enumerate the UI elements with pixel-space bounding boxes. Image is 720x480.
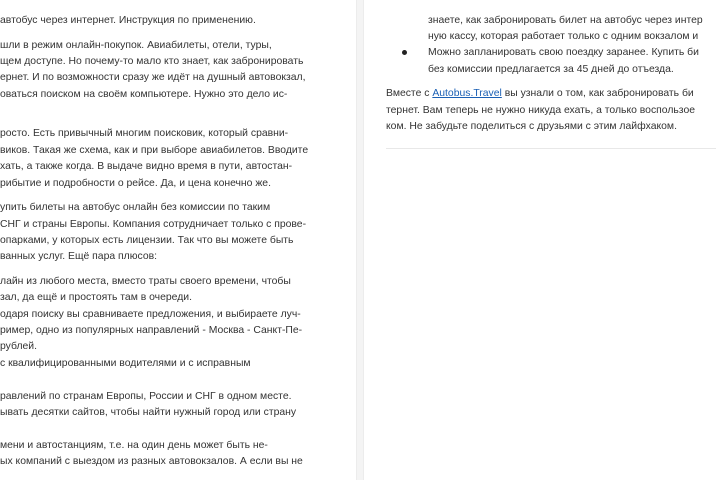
- bullet-continuation-line: знаете, как забронировать билет на автобус через интер: [428, 15, 703, 26]
- text-line: ых компаний с выездом из разных автовокзалов. А если вы не: [0, 456, 303, 467]
- text-line: мени и автостанциям, т.е. на один день может быть не-: [0, 440, 268, 451]
- autobus-travel-link[interactable]: Autobus.Travel: [432, 88, 502, 99]
- page-gutter: [356, 0, 364, 480]
- text-line: лайн из любого места, вместо траты своего времени, чтобы: [0, 276, 291, 287]
- text-line: ывать десятки сайтов, чтобы найти нужный город или страну: [0, 407, 297, 418]
- right-page: [364, 0, 720, 480]
- bullet-icon: [402, 50, 407, 55]
- text-line: упить билеты на автобус онлайн без комиссии по таким: [0, 202, 271, 213]
- text-line: зал, да ещё и простоять там в очереди.: [0, 292, 192, 303]
- closing-paragraph-line: [386, 87, 694, 100]
- text-line: ример, одно из популярных направлений - Москва - Санкт-Пе-: [0, 325, 303, 336]
- bullet-item-line: Можно запланировать свою поездку заранее. Купить би: [428, 47, 699, 58]
- text-line: одаря поиску вы сравниваете предложения, и выбираете луч-: [0, 309, 301, 320]
- text-line: хать, а также когда. В выдаче видно время в пути, автостан-: [0, 161, 293, 172]
- text-line: оваться поиском на своём компьютере. Нужно это дело ис-: [0, 89, 288, 100]
- text-line: ванных услуг. Ещё пара плюсов:: [0, 251, 158, 262]
- closing-paragraph-line: тернет. Вам теперь не нужно никуда ехать, а только воспользое: [386, 105, 696, 116]
- text-line: рублей.: [0, 341, 37, 352]
- text-line: равлений по странам Европы, России и СНГ в одном месте.: [0, 391, 292, 402]
- text-line: ернет. И по возможности сразу же идёт на душный автовокзал,: [0, 72, 306, 83]
- text-line: СНГ и страны Европы. Компания сотрудничает только с прове-: [0, 219, 307, 230]
- text-line: опарками, у которых есть лицензии. Так что вы можете быть: [0, 235, 294, 246]
- text-line: рибытие и подробности о рейсе. Да, и цена конечно же.: [0, 178, 271, 189]
- text-line: виков. Такая же схема, как и при выборе авиабилетов. Вводите: [0, 145, 309, 156]
- divider: [386, 148, 716, 149]
- text-line: щем доступе. Но почему-то мало кто знает, как забронировать: [0, 56, 304, 67]
- closing-paragraph-line: ком. Не забудьте поделиться с друзьями с этим лайфхаком.: [386, 121, 677, 132]
- left-page: [0, 0, 356, 480]
- closing-text: вы узнали о том, как забронировать би: [501, 88, 694, 99]
- text-line: шли в режим онлайн-покупок. Авиабилеты, отели, туры,: [0, 40, 272, 51]
- closing-text: Вместе с: [386, 88, 433, 99]
- text-line: автобус через интернет. Инструкция по применению.: [0, 15, 256, 26]
- bullet-item-line: без комиссии предлагается за 45 дней до отъезда.: [428, 64, 674, 75]
- text-line: росто. Есть привычный многим поисковик, который сравни-: [0, 128, 289, 139]
- text-line: с квалифицированными водителями и с исправным: [0, 358, 251, 369]
- bullet-continuation-line: ную кассу, которая работает только с одним вокзалом и: [428, 31, 699, 42]
